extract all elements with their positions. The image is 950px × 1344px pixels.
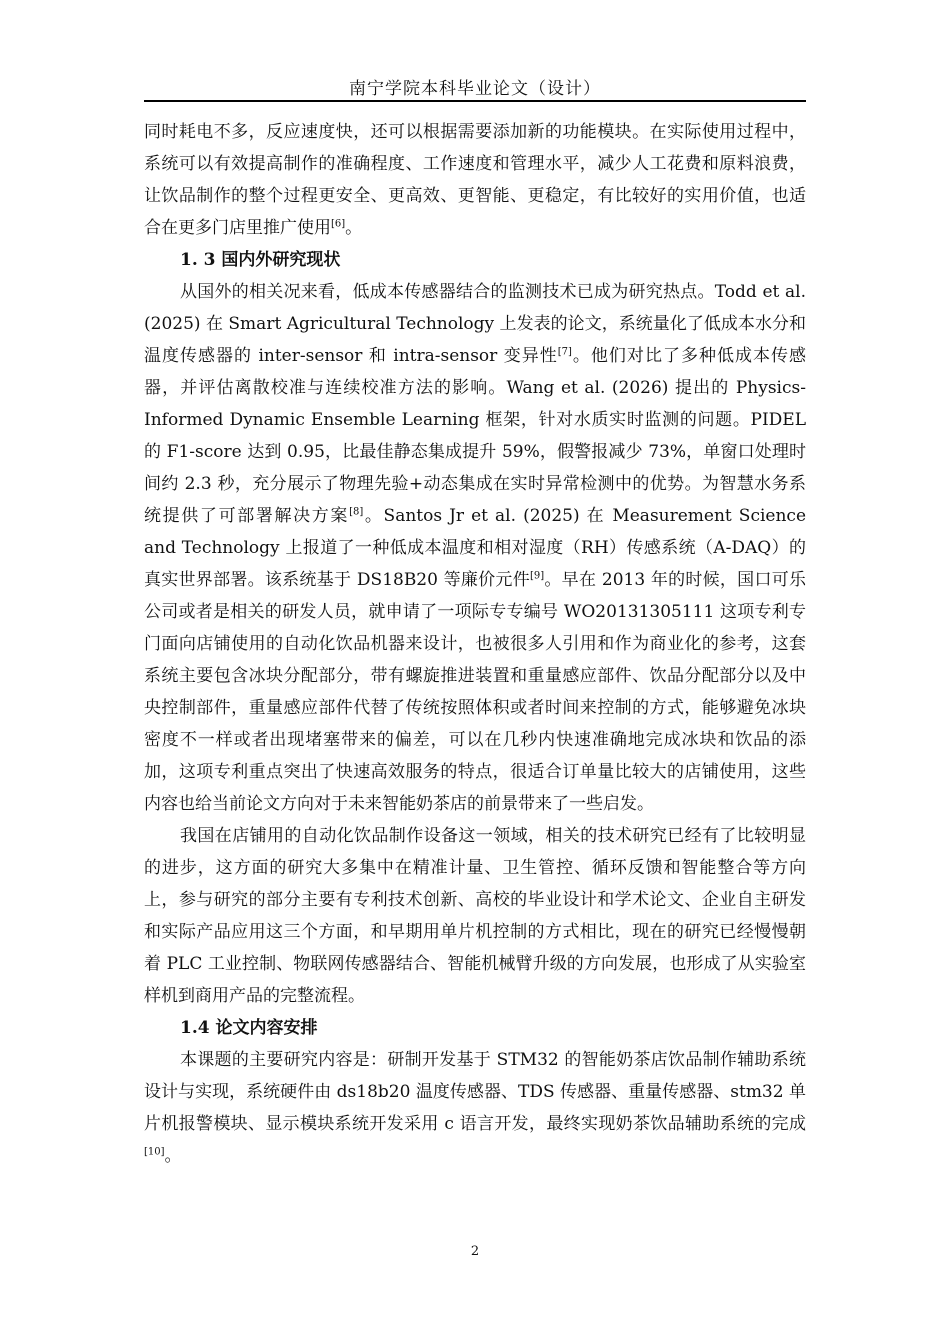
page-number: 2 [470, 1244, 480, 1259]
citation-ref: [6] [331, 218, 346, 230]
paragraph-continuation [144, 116, 806, 244]
page-body [144, 116, 806, 1172]
paragraph-text: 从国外的相关况来看，低成本传感器结合的监测技术已成为研究热点。Todd et al. (2025) 在 Smart Agricultural Technology 上发表的论文，系统量化了低成本水分和温度传感器的 inter-sensor 和 intra-sensor 变异性 [144, 282, 806, 366]
paragraph-foreign-research [144, 276, 806, 820]
paragraph-text: 本课题的主要研究内容是：研制开发基于 STM32 的智能奶茶店饮品制作辅助系统设计与实现，系统硬件由 ds18b20 温度传感器、TDS 传感器、重量传感器、stm32 单片机报警模块、显示模块系统开发采用 c 语言开发，最终实现奶茶饮品辅助系统的完成 [144, 1050, 806, 1134]
header-rule [144, 100, 806, 102]
paragraph-domestic-research: 我国在店铺用的自动化饮品制作设备这一领域，相关的技术研究已经有了比较明显的进步，这方面的研究大多集中在精准计量、卫生管控、循环反馈和智能整合等方向上，参与研究的部分主要有专利技术创新、高校的毕业设计和学术论文、企业自主研发和实际产品应用这三个方面，和早期用单片机控制的方式相比，现在的研究已经慢慢朝着 PLC 工业控制、物联网传感器结合、智能机械臂升级的方向发展，也形成了从实验室样机到商用产品的完整流程。 [144, 826, 806, 1006]
citation-ref: [8] [349, 506, 364, 518]
section-heading-1-4: 1.4 论文内容安排 [180, 1018, 318, 1038]
paragraph-text: 同时耗电不多，反应速度快，还可以根据需要添加新的功能模块。在实际使用过程中，系统可以有效提高制作的准确程度、工作速度和管理水平，减少人工花费和原料浪费，让饮品制作的整个过程更安全、更高效、更智能、更稳定，有比较好的实用价值，也适合在更多门店里推广使用 [144, 122, 806, 238]
citation-ref: [10] [144, 1146, 165, 1158]
paragraph-end: 。 [345, 218, 363, 238]
citation-ref: [7] [557, 346, 572, 358]
paragraph-text: 。他们对比了多种低成本传感器，并评估离散校准与连续校准方法的影响。Wang et al. (2026) 提出的 Physics-Informed Dynamic Ensemble Learning 框架，针对水质实时监测的问题。PIDEL 的 F1-score 达到 0.95，比最佳静态集成提升 59%，假警报减少 73%，单窗口处理时间约 2.3 秒，充分展示了物理先验+动态集成在实时异常检测中的优势。为智慧水务系统提供了可部署解决方案 [144, 346, 807, 526]
paragraph-end: 。 [164, 1146, 182, 1166]
citation-ref: [9] [529, 570, 545, 582]
paragraph-text: 。早在 2013 年的时候，国口可乐公司或者是相关的研发人员，就申请了一项际专专编号 WO20131305111 这项专利专门面向店铺使用的自动化饮品机器来设计，也被很多人引用和作为商业化的参考，这套系统主要包含冰块分配部分，带有螺旋推进装置和重量感应部件、饮品分配部分以及中央控制部件，重量感应部件代替了传统按照体积或者时间来控制的方式，能够避免冰块密度不一样或者出现堵塞带来的偏差，可以在几秒内快速准确地完成冰块和饮品的添加，这项专利重点突出了快速高效服务的特点，很适合订单量比较大的店铺使用，这些内容也给当前论文方向对于未来智能奶茶店的前景带来了一些启发。 [144, 570, 806, 814]
page-header: 南宁学院本科毕业论文（设计） [349, 79, 601, 99]
section-heading-1-3: 1. 3 国内外研究现状 [180, 250, 341, 270]
paragraph-content-arrangement [144, 1044, 806, 1172]
paragraph-text: 。Santos Jr et al. (2025) 在 Measurement Science and Technology 上报道了一种低成本温度和相对湿度（RH）传感系统（A-DAQ）的真实世界部署。该系统基于 DS18B20 等廉价元件 [144, 506, 807, 590]
